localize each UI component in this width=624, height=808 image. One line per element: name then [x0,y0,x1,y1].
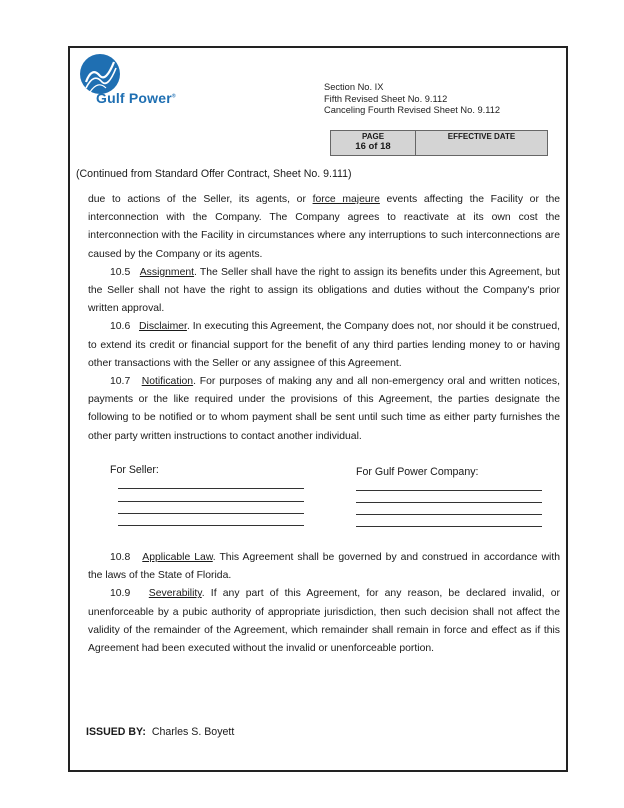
page-info-box [330,130,548,156]
issued-by-name: Charles S. Boyett [151,726,235,738]
gulf-signature-line [356,490,542,491]
page-value: 16 of 18 [355,141,391,152]
disclaimer-heading: Disclaimer [139,321,187,333]
gulf-signature-line [356,514,542,515]
continued-note: (Continued from Standard Offer Contract, Sheet No. 9.111) [76,168,352,180]
page-cell [331,131,416,155]
assignment-heading: Assignment [139,266,195,278]
seller-signature-line [118,501,304,502]
gulf-signature-line [356,526,542,527]
canceling-sheet: Canceling Fourth Revised Sheet No. 9.112 [324,105,501,115]
body-text-bottom [88,549,560,658]
effective-date-label: EFFECTIVE DATE [447,132,516,141]
paragraph-intro: due to actions of the Seller, its agents, or force majeure events affecting the Facility or the interconnection with the Company. The Company agrees to reactivate at its own cost the interconnection with the Facility in circumstances where any interruptions to such interconnections are caused by the Company or its agents. [88,194,561,260]
notification-heading: Notification [141,376,194,388]
severability-heading: Severability [148,588,202,600]
seller-signature-line [118,488,304,489]
issued-by [86,726,234,738]
for-seller-label: For Seller: [110,464,159,476]
section-10-6: 10.6 Disclaimer. In executing this Agreement, the Company does not, nor should it be construed, to extend its credit or financial support for the benefit of any third parties lending money to or having other transactions with the Seller or any assignee of this Agreement. [88,321,560,369]
section-number: Section No. IX [324,82,384,92]
for-gulf-power-label: For Gulf Power Company: [356,466,479,478]
gulf-signature-line [356,502,542,503]
section-info [324,82,500,117]
issued-by-label: ISSUED BY: [86,726,146,738]
section-10-8: 10.8 Applicable Law. This Agreement shall be governed by and construed in accordance with the laws of the State of Florida. [88,552,560,582]
section-10-5: 10.5 Assignment. The Seller shall have the right to assign its benefits under this Agreement, but the Seller shall not have the right to assign its obligations and duties without the Company's prior written approval. [88,266,560,315]
applicable-law-heading: Applicable Law [142,552,213,563]
seller-signature-line [118,525,304,526]
section-10-9: 10.9 Severability. If any part of this Agreement, for any reason, be declared invalid, or unenforceable by a pubic authority of appropriate jurisdiction, then such decision shall not affect the validity of the remainder of the Agreement, which remainder shall remain in force and effect as if this Agreement had been executed without the invalid or unenforceable portion. [88,588,560,655]
sheet-number: Fifth Revised Sheet No. 9.112 [324,93,448,104]
seller-signature-line [118,513,304,514]
force-majeure-term: force majeure [312,194,380,205]
logo-text: Gulf Power® [96,90,176,106]
section-10-7: 10.7 Notification. For purposes of making any and all non-emergency oral and written notices, payments or the like required under the provisions of this Agreement, the parties designate the following to be notified or to whom payment shall be sent until such time as either party furnishes the other party written instructions to contact another individual. [88,376,560,442]
body-text-top [88,191,560,446]
page-label: PAGE [361,132,385,141]
